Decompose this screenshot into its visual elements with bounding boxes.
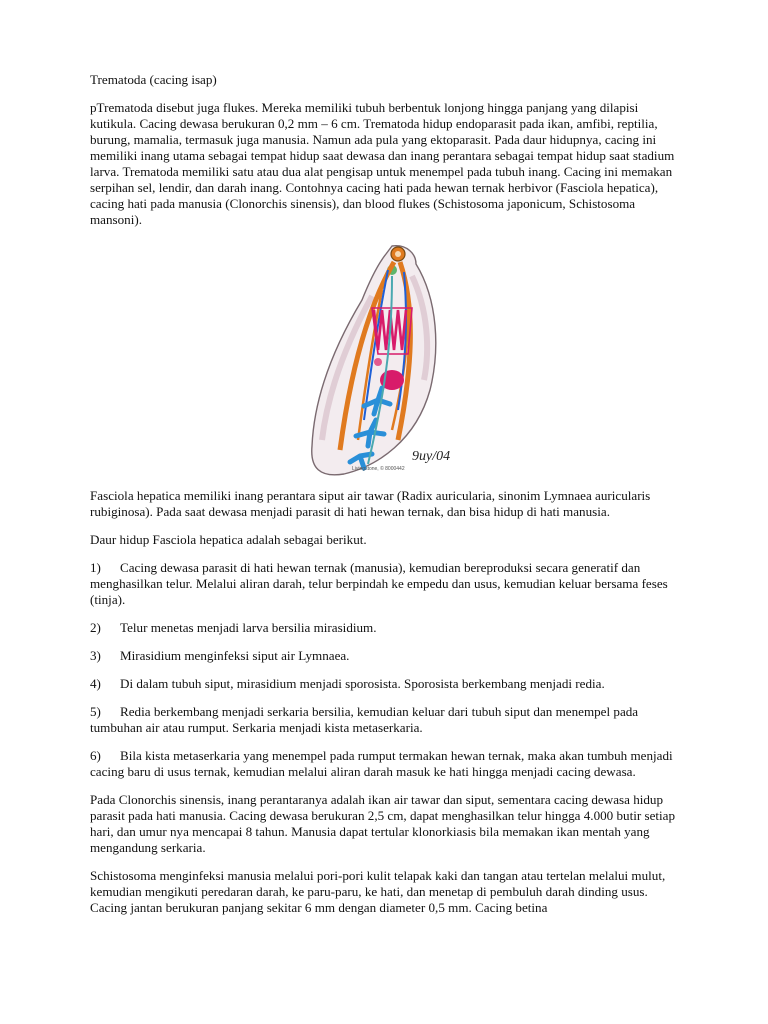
fasciola-hepatica-drawing [202, 240, 522, 476]
step-text: Mirasidium menginfeksi siput air Lymnaea. [120, 648, 350, 663]
heading: Trematoda (cacing isap) [90, 72, 217, 87]
step-text: Cacing dewasa parasit di hati hewan ternak (manusia), kemudian bereproduksi secara generatif dan menghasilkan telur. Melalui aliran darah, telur berpindah ke empedu dan usus, kemudian keluar bersama feses (tinja). [90, 560, 668, 607]
lifecycle-step [90, 676, 680, 692]
step-number: 4) [90, 676, 101, 691]
clonorchis-paragraph: Pada Clonorchis sinensis, inang perantaranya adalah ikan air tawar dan siput, sementara cacing dewasa hidup parasit pada hati manusia. Cacing dewasa berukuran 2,5 cm, dapat menghasilkan telur hingga 4.000 butir setiap hari, dan umur nya mencapai 8 tahun. Manusia dapat tertular klonorkiasis bila memakan ikan mentah yang mengandung serkaria. [90, 792, 676, 855]
fasciola-host-paragraph: Fasciola hepatica memiliki inang perantara siput air tawar (Radix auricularia, sinonim Lymnaea auricularis rubiginosa). Pada saat dewasa menjadi parasit di hati hewan ternak, dan bisa hidup di hati manusia. [90, 488, 651, 519]
figure-credit: Livingstone, © 8000442 [352, 466, 405, 472]
artist-signature: 9uy/04 [412, 449, 451, 464]
document-page [90, 72, 680, 928]
schistosoma-paragraph: Schistosoma menginfeksi manusia melalui pori-pori kulit telapak kaki dan tangan atau tertelan melalui mulut, kemudian mengikuti peredaran darah, ke paru-paru, ke hati, dan menetap di pembuluh darah dinding usus. Cacing jantan berukuran panjang sekitar 6 mm dengan diameter 0,5 mm. Cacing betina [90, 868, 666, 915]
fasciola-illustration [90, 240, 680, 476]
step-number: 6) [90, 748, 101, 763]
lifecycle-step [90, 748, 680, 780]
lifecycle-step [90, 648, 680, 664]
step-text: Redia berkembang menjadi serkaria bersilia, kemudian keluar dari tubuh siput dan menempel pada tumbuhan air atau rumput. Serkaria menjadi kista metaserkaria. [90, 704, 639, 735]
lifecycle-intro: Daur hidup Fasciola hepatica adalah sebagai berikut. [90, 532, 367, 547]
step-number: 5) [90, 704, 101, 719]
lifecycle-step [90, 560, 680, 608]
step-text: Telur menetas menjadi larva bersilia mirasidium. [120, 620, 377, 635]
lifecycle-step [90, 620, 680, 636]
step-number: 2) [90, 620, 101, 635]
step-text: Bila kista metaserkaria yang menempel pada rumput termakan hewan ternak, maka akan tumbuh menjadi cacing baru di usus ternak, kemudian melalui aliran darah masuk ke hati hingga menjadi cacing dewasa. [90, 748, 673, 779]
step-text: Di dalam tubuh siput, mirasidium menjadi sporosista. Sporosista berkembang menjadi redia. [120, 676, 605, 691]
intro-paragraph: pTrematoda disebut juga flukes. Mereka memiliki tubuh berbentuk lonjong hingga panjang yang dilapisi kutikula. Cacing dewasa berukuran 0,2 mm – 6 cm. Trematoda hidup endoparasit pada ikan, amfibi, reptilia, burung, mamalia, termasuk juga manusia. Namun ada pula yang ektoparasit. Pada daur hidupnya, cacing ini memiliki inang utama sebagai tempat hidup saat dewasa dan inang perantara sebagai tempat hidup saat stadium larva. Trematoda memiliki satu atau dua alat pengisap untuk menempel pada tubuh inang. Cacing ini memakan serpihan sel, lendir, dan darah inang. Contohnya cacing hati pada hewan ternak herbivor (Fasciola hepatica), cacing hati pada manusia (Clonorchis sinensis), dan blood flukes (Schistosoma japonicum, Schistosoma mansoni). [90, 100, 675, 227]
step-number: 3) [90, 648, 101, 663]
step-number: 1) [90, 560, 101, 575]
lifecycle-step [90, 704, 680, 736]
